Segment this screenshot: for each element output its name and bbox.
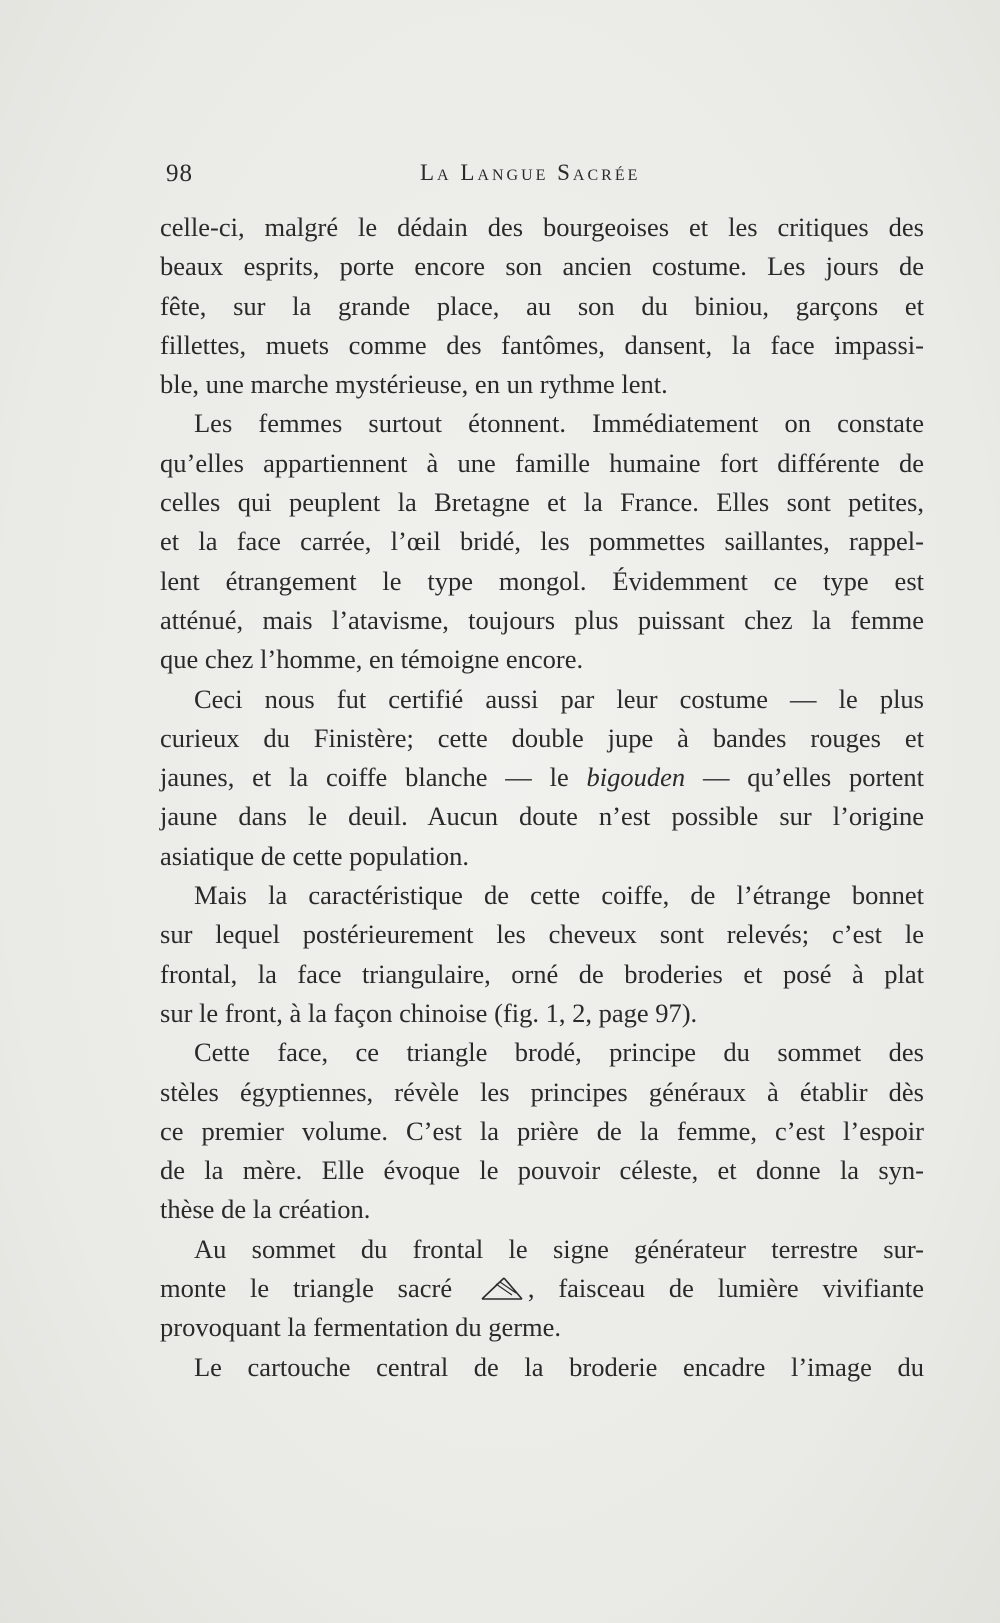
text-line — [160, 758, 924, 797]
text-line: sur lequel postérieurement les cheveux sont relevés; c’est le — [160, 919, 924, 950]
text-line: ble, une marche mystérieuse, en un rythme lent. — [160, 369, 668, 400]
text-line: thèse de la création. — [160, 1194, 371, 1225]
text-line: Cette face, ce triangle brodé, principe du sommet des — [194, 1037, 924, 1068]
text-segment: jaunes, et la coiffe blanche — le — [160, 762, 569, 793]
text-segment: — qu’elles portent — [702, 762, 925, 793]
text-line: asiatique de cette population. — [160, 840, 470, 871]
text-segment: , faisceau de lumière vivifiante — [527, 1273, 924, 1304]
text-line: provoquant la fermentation du germe. — [160, 1312, 562, 1343]
text-line: fillettes, muets comme des fantômes, dansent, la face impassi- — [160, 329, 924, 360]
text-line: fête, sur la grande place, au son du biniou, garçons et — [160, 290, 924, 321]
text-line — [160, 1269, 924, 1308]
text-line: Le cartouche central de la broderie encadre l’image du — [194, 1351, 924, 1382]
text-line: qu’elles appartiennent à une famille humaine fort différente de — [160, 447, 924, 478]
text-segment: monte le triangle sacré — [160, 1273, 453, 1304]
text-line: Les femmes surtout étonnent. Immédiatement on constate — [194, 408, 924, 439]
running-head — [166, 160, 846, 194]
text-line: lent étrangement le type mongol. Évidemment ce type est — [160, 565, 924, 596]
running-title: La Langue Sacrée — [420, 160, 641, 185]
text-line: Mais la caractéristique de cette coiffe, de l’étrange bonnet — [194, 880, 924, 911]
text-line: de la mère. Elle évoque le pouvoir céleste, et donne la syn- — [160, 1155, 924, 1186]
text-line: sur le front, à la façon chinoise (fig. 1, 2, page 97). — [160, 997, 698, 1028]
text-line: beaux esprits, porte encore son ancien costume. Les jours de — [160, 251, 924, 282]
page-number: 98 — [166, 160, 193, 187]
text-line: Au sommet du frontal le signe générateur terrestre sur- — [194, 1233, 924, 1264]
text-line: atténué, mais l’atavisme, toujours plus puissant chez la femme — [160, 604, 924, 635]
sacred-triangle-symbol — [476, 1275, 528, 1301]
body-text — [160, 208, 924, 1387]
text-line: et la face carrée, l’œil bridé, les pommettes saillantes, rappel- — [160, 526, 924, 557]
text-line: celles qui peuplent la Bretagne et la France. Elles sont petites, — [160, 487, 924, 518]
text-line: curieux du Finistère; cette double jupe à bandes rouges et — [160, 722, 924, 753]
text-line: stèles égyptiennes, révèle les principes généraux à établir dès — [160, 1076, 924, 1107]
text-line: que chez l’homme, en témoigne encore. — [160, 644, 584, 675]
text-line: celle-ci, malgré le dédain des bourgeoises et les critiques des — [160, 212, 924, 242]
text-line: Ceci nous fut certifié aussi par leur costume — le plus — [194, 683, 924, 714]
text-line: ce premier volume. C’est la prière de la femme, c’est l’espoir — [160, 1115, 924, 1146]
italic-term: bigouden — [586, 762, 686, 793]
text-line: jaune dans le deuil. Aucun doute n’est possible sur l’origine — [160, 801, 924, 832]
text-line: frontal, la face triangulaire, orné de broderies et posé à plat — [160, 958, 924, 989]
